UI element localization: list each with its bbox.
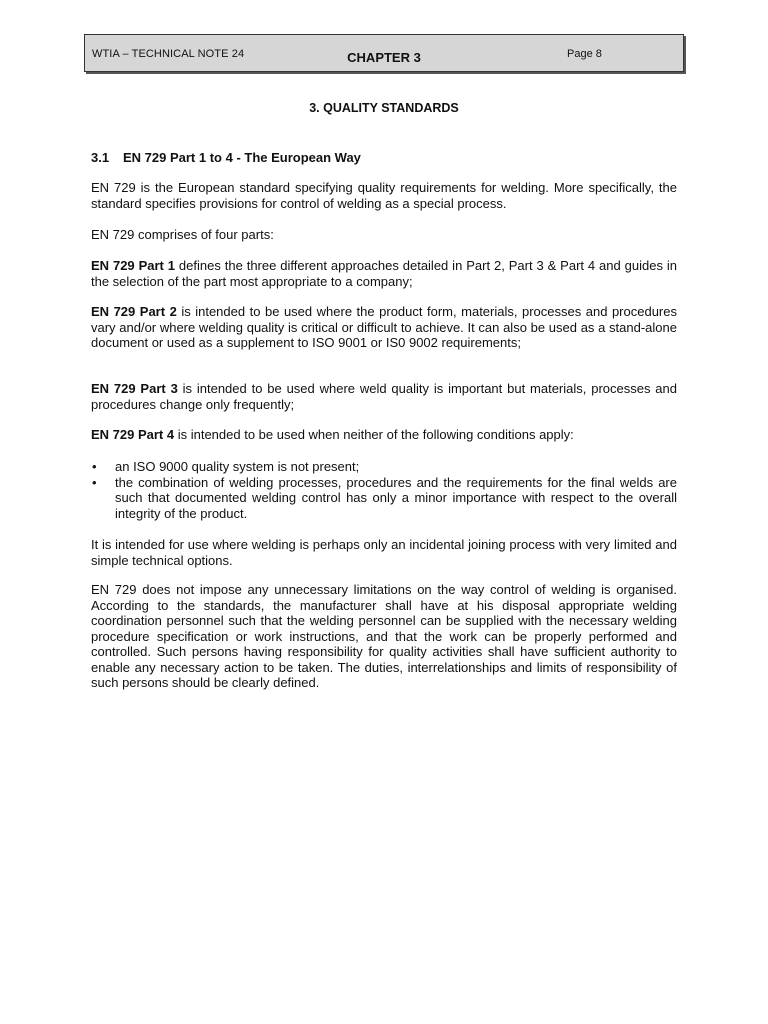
list-item — [91, 475, 677, 522]
paragraph-part-4 — [91, 427, 677, 443]
paragraph-intended-use: It is intended for use where welding is perhaps only an incidental joining process with very limited and simple technical options. — [91, 537, 677, 568]
list-item-text: an ISO 9000 quality system is not present; — [115, 459, 360, 474]
paragraph-limitations: EN 729 does not impose any unnecessary limitations on the way control of welding is organised. According to the standards, the manufacturer shall have at his disposal appropriate welding coordination personnel such that the welding personnel can be supplied with the necessary welding procedure specification or work instructions, and that the work can be properly performed and controlled. Such persons having responsibility for quality activities shall have sufficient authority to enable any necessary action to be taken. The duties, interrelationships and limits of responsibility of such persons should be clearly defined. — [91, 582, 677, 690]
bullet-marker: • — [92, 474, 97, 490]
part-3-label: EN 729 Part 3 — [91, 381, 178, 396]
paragraph-part-3 — [91, 381, 677, 412]
part-4-text: is intended to be used when neither of the following conditions apply: — [174, 427, 574, 442]
header-page-number: Page 8 — [567, 48, 602, 60]
part-1-label: EN 729 Part 1 — [91, 258, 175, 273]
paragraph-comprises: EN 729 comprises of four parts: — [91, 227, 274, 242]
conditions-list — [91, 459, 677, 521]
part-2-label: EN 729 Part 2 — [91, 304, 177, 319]
page-header — [84, 34, 684, 72]
paragraph-intro: EN 729 is the European standard specifying quality requirements for welding. More specifically, the standard specifies provisions for control of welding as a special process. — [91, 180, 677, 211]
part-3-text: is intended to be used where weld quality is important but materials, processes and procedures change only frequently; — [91, 381, 677, 412]
part-2-text: is intended to be used where the product form, materials, processes and procedures vary and/or where welding quality is critical or difficult to achieve. It can also be used as a stand-alone document or used as a supplement to ISO 9001 or IS0 9002 requirements; — [91, 304, 677, 350]
part-1-text: defines the three different approaches detailed in Part 2, Part 3 & Part 4 and guides in the selection of the part most appropriate to a company; — [91, 258, 677, 289]
section-number: 3.1 — [91, 150, 110, 165]
chapter-title: 3. QUALITY STANDARDS — [309, 101, 459, 115]
section-heading — [91, 150, 361, 166]
bullet-marker: • — [92, 459, 97, 474]
part-4-label: EN 729 Part 4 — [91, 427, 175, 442]
header-chapter: CHAPTER 3 — [347, 50, 421, 65]
list-item-text: the combination of welding processes, procedures and the requirements for the final welds are such that documented welding control has only a minor importance with respect to the overall integrity of the product. — [115, 474, 677, 521]
paragraph-part-2 — [91, 304, 677, 351]
list-item — [91, 459, 677, 475]
section-title: EN 729 Part 1 to 4 - The European Way — [123, 150, 361, 165]
header-document-title: WTIA – TECHNICAL NOTE 24 — [92, 48, 245, 60]
paragraph-part-1 — [91, 258, 677, 289]
